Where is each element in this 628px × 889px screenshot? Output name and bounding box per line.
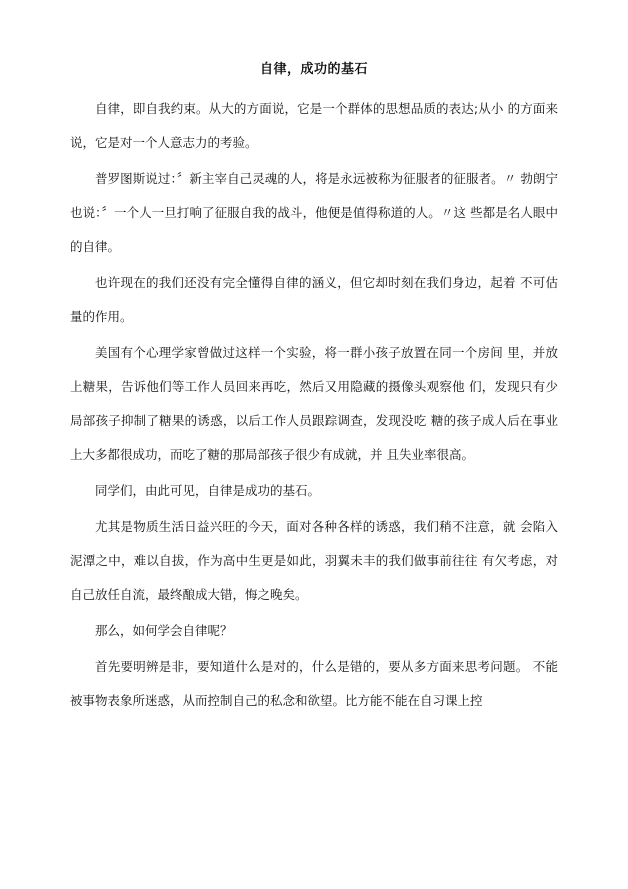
paragraph-5: 同学们，由此可见，自律是成功的基石。 [95, 483, 321, 498]
paragraph-3: 也许现在的我们还没有完全懂得自律的涵义，但它却时刻在我们身边，起着 不可估量的作用。 [70, 275, 558, 324]
paragraph-7: 那么，如何学会自律呢？ [95, 623, 233, 638]
paragraph-6: 尤其是物质生活日益兴旺的今天，面对各种各样的诱惑，我们稍不注意，就 会陷入泥潭之中，难以自拔，作为高中生更是如此，羽翼未丰的我们做事前往往 有欠考虑，对自己放任自流，最终酿成大错，悔之晚矣。 [70, 519, 558, 602]
paragraph-2: 普罗图斯说过：〞新主宰自己灵魂的人，将是永远被称为征服者的征服者。〃 勃朗宁也说：〞一个人一旦打响了征服自我的战斗，他便是值得称道的人。〃这 些都是名人眼中的自律。 [70, 171, 558, 254]
paragraph-4: 美国有个心理学家曾做过这样一个实验，将一群小孩子放置在同一个房间 里，并放上糖果，告诉他们等工作人员回来再吃，然后又用隐藏的摄像头观察他 们，发现只有少局部孩子抑制了糖果的诱惑，以后工作人员跟踪调查，发现没吃 糖的孩子成人后在事业上大多都很成功，而吃了糖的那局部孩子很少有成就，并 且失业率很高。 [70, 345, 558, 462]
paragraph-8: 首先要明辨是非，要知道什么是对的，什么是错的，要从多方面来思考问题。 不能被事物表象所迷惑，从而控制自己的私念和欲望。比方能不能在自习课上控 [70, 659, 558, 708]
paragraph-1: 自律，即自我约束。从大的方面说，它是一个群体的思想品质的表达;从小 的方面来说，它是对一个人意志力的考验。 [70, 101, 558, 150]
document-title: 自律，成功的基石 [259, 62, 368, 77]
